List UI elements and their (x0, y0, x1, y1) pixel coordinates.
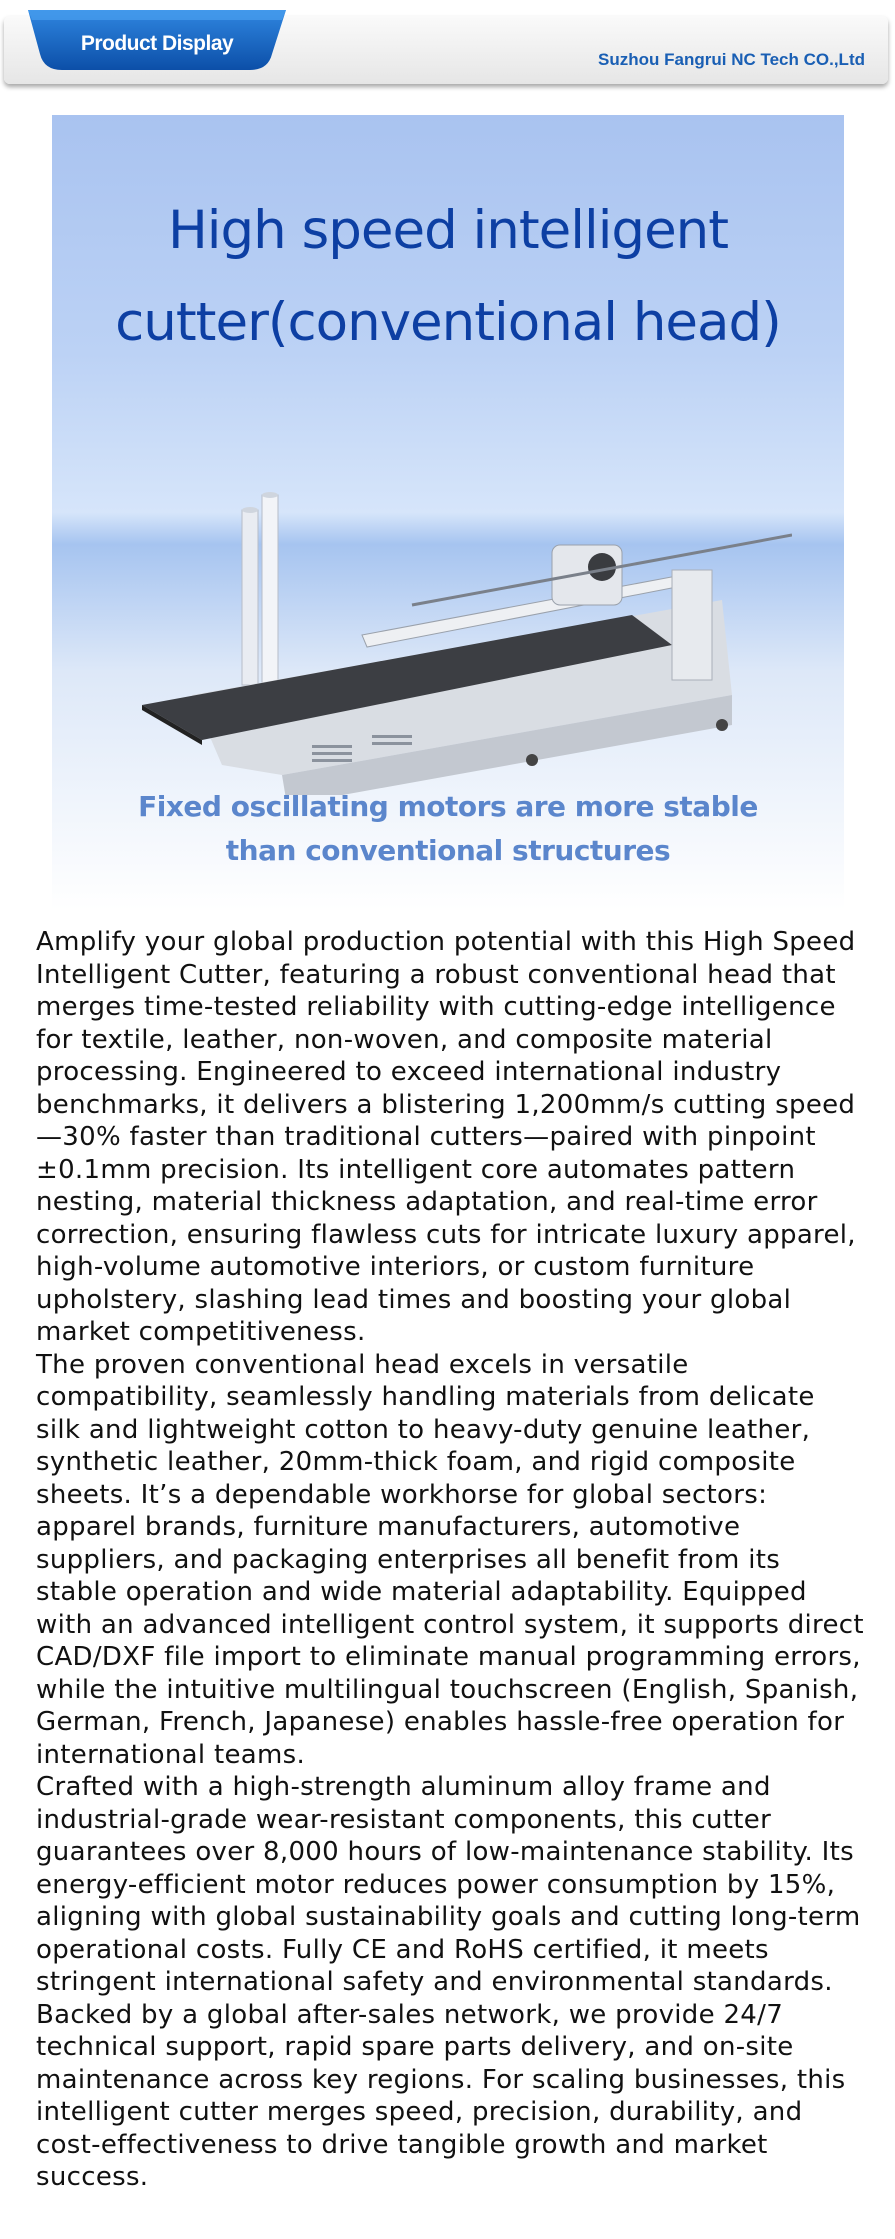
banner-title-line2: cutter(conventional head) (115, 292, 781, 353)
material-roll (262, 495, 278, 685)
banner-caption-line2: than conventional structures (225, 834, 671, 867)
company-name: Suzhou Fangrui NC Tech CO.,Ltd (598, 50, 865, 69)
product-banner (52, 115, 844, 910)
banner-title-line1: High speed intelligent (167, 200, 729, 261)
cutting-machine-image (112, 395, 792, 795)
tab-label: Product Display (80, 32, 234, 55)
description-paragraph: Crafted with a high-strength aluminum alloy frame and industrial-grade wear-resistant components, this cutter guarantees over 8,000 hours of low-maintenance stability. Its energy-efficient motor reduces power consumption by 15%, aligning with global sustainability goals and cutting long-term operational costs. Fully CE and RoHS certified, it meets stringent international safety and environmental standards. Backed by a global after-sales network, we provide 24/7 technical support, rapid spare parts delivery, and on-site maintenance across key regions. For scaling businesses, this intelligent cutter merges speed, precision, durability, and cost-effectiveness to drive tangible growth and market success. (36, 1772, 861, 2192)
material-roll (242, 510, 258, 685)
page-header (0, 0, 895, 92)
description-paragraph: Amplify your global production potential with this High Speed Intelligent Cutter, featuring a robust conventional head that merges time-tested reliability with cutting-edge intelligence for textile, leather, non-woven, and composite material processing. Engineered to exceed international industry benchmarks, it delivers a blistering 1,200mm/s cutting speed—30% faster than traditional cutters—paired with pinpoint ±0.1mm precision. Its intelligent core automates pattern nesting, material thickness adaptation, and real-time error correction, ensuring flawless cuts for intricate luxury apparel, high-volume automotive interiors, or custom furniture upholstery, slashing lead times and boosting your global market competitiveness. (36, 927, 856, 1347)
product-description (36, 926, 866, 2194)
banner-caption (52, 785, 844, 873)
banner-title (52, 185, 844, 369)
product-display-tab (28, 10, 286, 76)
banner-caption-line1: Fixed oscillating motors are more stable (138, 790, 758, 823)
description-paragraph: The proven conventional head excels in versatile compatibility, seamlessly handling materials from delicate silk and lightweight cotton to heavy-duty genuine leather, synthetic leather, 20mm-thick foam, and rigid composite sheets. It’s a dependable workhorse for global sectors: apparel brands, furniture manufacturers, automotive suppliers, and packaging enterprises all benefit from its stable operation and wide material adaptability. Equipped with an advanced intelligent control system, it supports direct CAD/DXF file import to eliminate manual programming errors, while the intuitive multilingual touchscreen (English, Spanish, German, French, Japanese) enables hassle-free operation for international teams. (36, 1349, 864, 1770)
